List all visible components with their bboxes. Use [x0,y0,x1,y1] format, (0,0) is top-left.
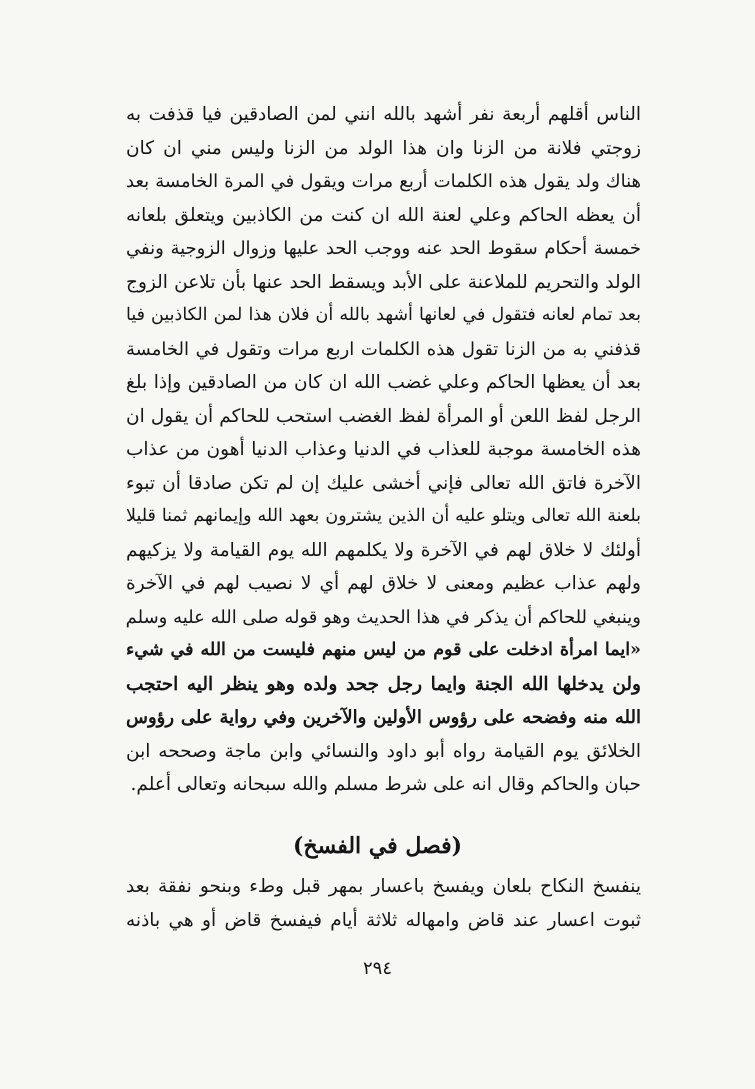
text-line: الآخرة فاتق الله تعالى فإني أخشى عليك إن لم تكن صادقا أن تبوء [126,472,641,494]
page-number: ٢٩٤ [362,958,392,979]
text-line: قذفني به من الزنا تقول هذه الكلمات اربع مرات وتقول في الخامسة [126,338,641,360]
text-line: بعد تمام لعانه فتقول في لعانها أشهد بالله أن فلان هذا لمن الكاذبين فيا [126,305,641,325]
text-line: هذه الخامسة موجبة للعذاب في الدنيا وعذاب الدنيا أهون من عذاب [126,439,641,460]
text-line: وينبغي للحاكم أن يذكر في هذا الحديث وهو قوله صلى الله عليه وسلم [125,606,641,628]
hadith-line: «ايما امرأة ادخلت على قوم من ليس منهم فليست من الله في شيء [126,640,641,660]
text-line: الولد والتحريم للملاعنة على الأبد ويسقط الحد عنها بأن تلاعن الزوج [126,271,641,293]
hadith-line: الله منه وفضحه على رؤوس الأولين والآخرين وفي رواية على رؤوس [126,707,641,728]
text-line: أن يعظه الحاكم وعلي لعنة الله ان كنت من الكاذبين ويتعلق بلعانه [126,204,641,226]
text-line: بلعنة الله تعالى ويتلو عليه أن الذين يشترون بعهد الله وإيمانهم ثمنا قليلا [126,506,641,526]
text-line: زوجتي فلانة من الزنا وان هذا الولد من الزنا وليس مني ان كان [126,137,641,159]
section-text-block [126,870,641,937]
text-line: ولهم عذاب عظيم ومعنى لا خلاق لهم أي لا نصيب لهم في الآخرة [126,573,641,594]
text-line: الخلائق يوم القيامة رواه أبو داود والنسائي وابن ماجة وصححه ابن [126,740,641,762]
text-line: حبان والحاكم وقال انه على شرط مسلم والله سبحانه وتعالى أعلم. [130,774,641,795]
main-text-block [126,98,641,802]
hadith-line: ولن يدخلها الله الجنة وايما رجل جحد ولده وهو ينظر اليه احتجب [126,673,641,695]
text-line: هناك ولد يقول هذه الكلمات أربع مرات ويقول في المرة الخامسة بعد [126,171,641,192]
text-line: الرجل لفظ اللعن أو المرأة لفظ الغضب استحب للحاكم أن يقول ان [126,405,641,427]
text-line: ينفسخ النكاح بلعان ويفسخ باعسار بمهر قبل وطء وبنحو نفقة بعد [126,876,641,897]
text-line: أولئك لا خلاق لهم في الآخرة ولا يكلمهم الله يوم القيامة ولا يزكيهم [126,539,641,561]
text-line: الناس أقلهم أربعة نفر أشهد بالله انني لمن الصادقين فيا قذفت به [126,104,641,125]
text-line: خمسة أحكام سقوط الحد عنه ووجب الحد عليها وزوال الزوجية ونفي [126,238,641,259]
text-line: بعد أن يعظها الحاكم وعلي غضب الله ان كان من الصادقين وإذا بلغ [126,372,641,393]
text-line: ثبوت اعسار عند قاض وامهاله ثلاثة أيام فيفسخ قاض أو هي باذنه [126,909,641,931]
section-heading: (فصل في الفسخ) [292,833,463,859]
